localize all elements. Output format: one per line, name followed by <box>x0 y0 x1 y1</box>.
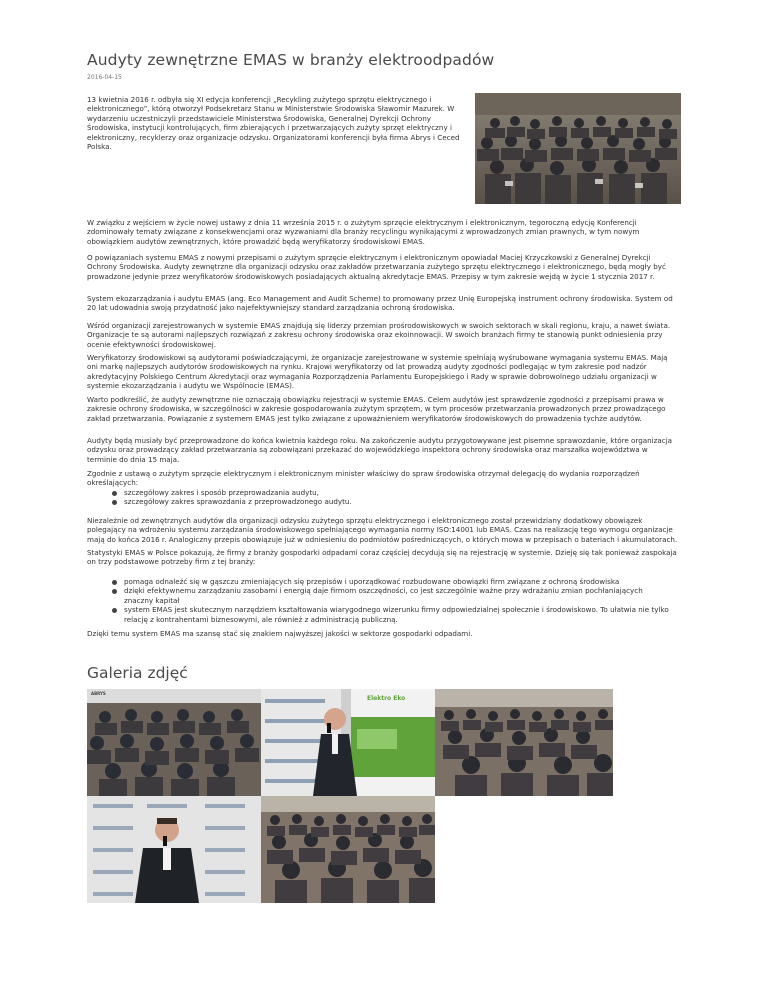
paragraph-8: Audyty będą musiały być przeprowadzone do końca kwietnia każdego roku. Na zakończenie audytu przygotowywane jest pisemne sprawozdanie, które organizacja odzysku oraz prowadzący zakład przetwarzania są zobowiązani przekazać do wojewódzkiego inspektora ochrony środowiska oraz marszałka województwa w terminie do dnia 15 maja. <box>87 436 673 464</box>
paragraph-4: System ekozarządzania i audytu EMAS (ang. Eco Management and Audit Scheme) to promowany przez Unię Europejską instrument ochrony środowiska. System od 20 lat udowadnia swoją przydatność jako najefektywniejszy standard zarządzania ochroną środowiska. <box>87 294 673 313</box>
list-item: szczegółowy zakres sprawozdania z przeprowadzonego audytu. <box>112 497 672 506</box>
paragraph-5: Wśród organizacji zarejestrowanych w systemie EMAS znajdują się liderzy przemian prośrodowiskowych w swoich sektorach w skali regionu, kraju, a nawet świata. Organizacje te są autorami najlepszych rozwiązań z zakresu ochrony środowiska oraz ekoinnowacji. W swoich branżach firmy te stanowią punkt odniesienia przy ocenie efektywności środowiskowej. <box>87 321 671 349</box>
gallery-image <box>87 689 261 796</box>
paragraph-11: Statystyki EMAS w Polsce pokazują, że firmy z branży gospodarki odpadami coraz częściej decydują się na rejestrację w systemie. Dzieję się tak ponieważ zaspokaja on trzy podstawowe potrzeby firm z tej branży: <box>87 548 677 567</box>
gallery-image <box>435 689 613 796</box>
paragraph-intro: 13 kwietnia 2016 r. odbyła się XI edycja konferencji „Recykling zużytego sprzętu elektrycznego i elektronicznego”, którą otworzył Podsekretarz Stanu w Ministerstwie Środowiska Sławomir Mazurek. W wydarzeniu uczestniczyli przedstawiciele Ministerstwa Środowiska, Generalnej Dyrekcji Ochrony Środowiska, instytucji kontrolujących, firm zbierających i przetwarzających zużyty sprzęt elektryczny i elektroniczny, recyklerzy oraz organizacje odzysku. Organizatorami konferencji była firma Abrys i Ceced Polska. <box>87 95 460 152</box>
paragraph-9: Zgodnie z ustawą o zużytym sprzęcie elektrycznym i elektronicznym minister właściwy do spraw środowiska otrzymał delegację do wydania rozporządzeń określających: <box>87 469 640 488</box>
list-item: pomaga odnaleźć się w gąszczu zmieniających się przepisów i uporządkować rozbudowane obowiązki firm związane z ochroną środowiska <box>112 577 672 586</box>
banner2-brand-label: Elektro Eko <box>367 695 406 702</box>
paragraph-6: Weryfikatorzy środowiskowi są audytorami poświadczającymi, że organizacje zarejestrowane w systemie spełniają wyśrubowane wymagania systemu EMAS. Mają oni markę najlepszych audytorów środowiskowych na rynku. Krajowi weryfikatorzy od lat prowadzą audyty zgodności podlegając w tym zakresie pod nadzór akredytacyjny Polskiego Centrum Akredytacji oraz wymagania Rozporządzenia Parlamentu Europejskiego i Rady w sprawie dobrowolnego udziału organizacji w systemie ekozarządzania i audytu we Wspólnocie (EMAS). <box>87 353 668 391</box>
gallery-photo-2[interactable] <box>261 689 435 796</box>
paragraph-7: Warto podkreślić, że audyty zewnętrzne nie oznaczają obowiązku rejestracji w systemie EMAS. Celem audytów jest sprawdzenie zgodności z przepisami prawa w zakresie ochrony środowiska, w szczególności w zakresie gospodarowania zużytym sprzętem, w tym procesów przetwarzania prowadzonych przez prowadzącego zakład przetwarzania. Powiązanie z systemem EMAS jest tylko związane z upoważnieniem weryfikatorów środowiskowych do prowadzenia tychże audytów. <box>87 395 666 423</box>
gallery-image <box>261 796 435 903</box>
list-item: szczegółowy zakres i sposób przeprowadzania audytu, <box>112 488 672 497</box>
audience-image <box>475 93 681 204</box>
article-date: 2016-04-15 <box>87 74 122 81</box>
gallery-image <box>261 689 435 796</box>
gallery-photo-3[interactable] <box>435 689 613 796</box>
gallery-photo-4[interactable] <box>87 796 261 903</box>
paragraph-12: Dzięki temu system EMAS ma szansę stać się znakiem najwyższej jakości w sektorze gospodarki odpadami. <box>87 629 473 638</box>
conference-photo-top[interactable] <box>475 93 681 204</box>
paragraph-3: O powiązaniach systemu EMAS z nowymi przepisami o zużytym sprzęcie elektrycznym i elektronicznym opowiadał Maciej Krzyczkowski z Generalnej Dyrekcji Ochrony Środowiska. Audyty zewnętrzne dla organizacji odzysku oraz zakładów przetwarzania zużytego sprzętu elektrycznego i elektronicznego, będą mogły być prowadzone jedynie przez weryfikatorów środowiskowych posiadających aktualną akredytacje EMAS. Przepisy w tym zakresie wejdą w życie 1 stycznia 2017 r. <box>87 253 666 281</box>
gallery-photo-5[interactable] <box>261 796 435 903</box>
paragraph-10: Niezależnie od zewnętrznych audytów dla organizacji odzysku zużytego sprzętu elektrycznego i elektronicznego został przewidziany dodatkowy obowiązek polegający na wdrożeniu systemu zarządzania środowiskowego spełniającego wymagania normy ISO:14001 lub EMAS. Czas na realizację tego wymogu organizacje mają do końca 2016 r. Analogiczny przepis obowiązuje już w odniesieniu do podmiotów pośredniczących, o których mowa w przepisach o bateriach i akumulatorach. <box>87 516 678 544</box>
list-item: dzięki efektywnemu zarządzaniu zasobami i energią daje firmom oszczędności, co jest szczególnie ważne przy wdrażaniu zmian pochłaniających znaczny kapitał <box>112 586 672 605</box>
gallery-photo-1[interactable] <box>87 689 261 796</box>
article-title: Audyty zewnętrzne EMAS w branży elektroodpadów <box>87 51 495 69</box>
banner-brand-label: ABRYS <box>91 691 106 696</box>
list-needs <box>112 577 672 624</box>
gallery-image <box>87 796 261 903</box>
gallery-title: Galeria zdjęć <box>87 664 188 682</box>
list-item: system EMAS jest skutecznym narzędziem kształtowania wiarygodnego wizerunku firmy odpowiedzialnej społecznie i środowiskowo. To ułatwia nie tylko relację z kontrahentami biznesowymi, ale również z administracją publiczną. <box>112 605 672 624</box>
paragraph-2: W związku z wejściem w życie nowej ustawy z dnia 11 września 2015 r. o zużytym sprzęcie elektrycznym i elektronicznym, tegoroczną edycję Konferencji zdominowały tematy związane z konsekwencjami oraz wyzwaniami dla branży recyclingu wynikającymi z wprowadzonych zmian prawnych, w tym nowym obowiązkiem audytów zewnętrznych, które prowadzić będą weryfikatorzy środowiskowi EMAS. <box>87 218 640 246</box>
list-regulations <box>112 488 672 507</box>
